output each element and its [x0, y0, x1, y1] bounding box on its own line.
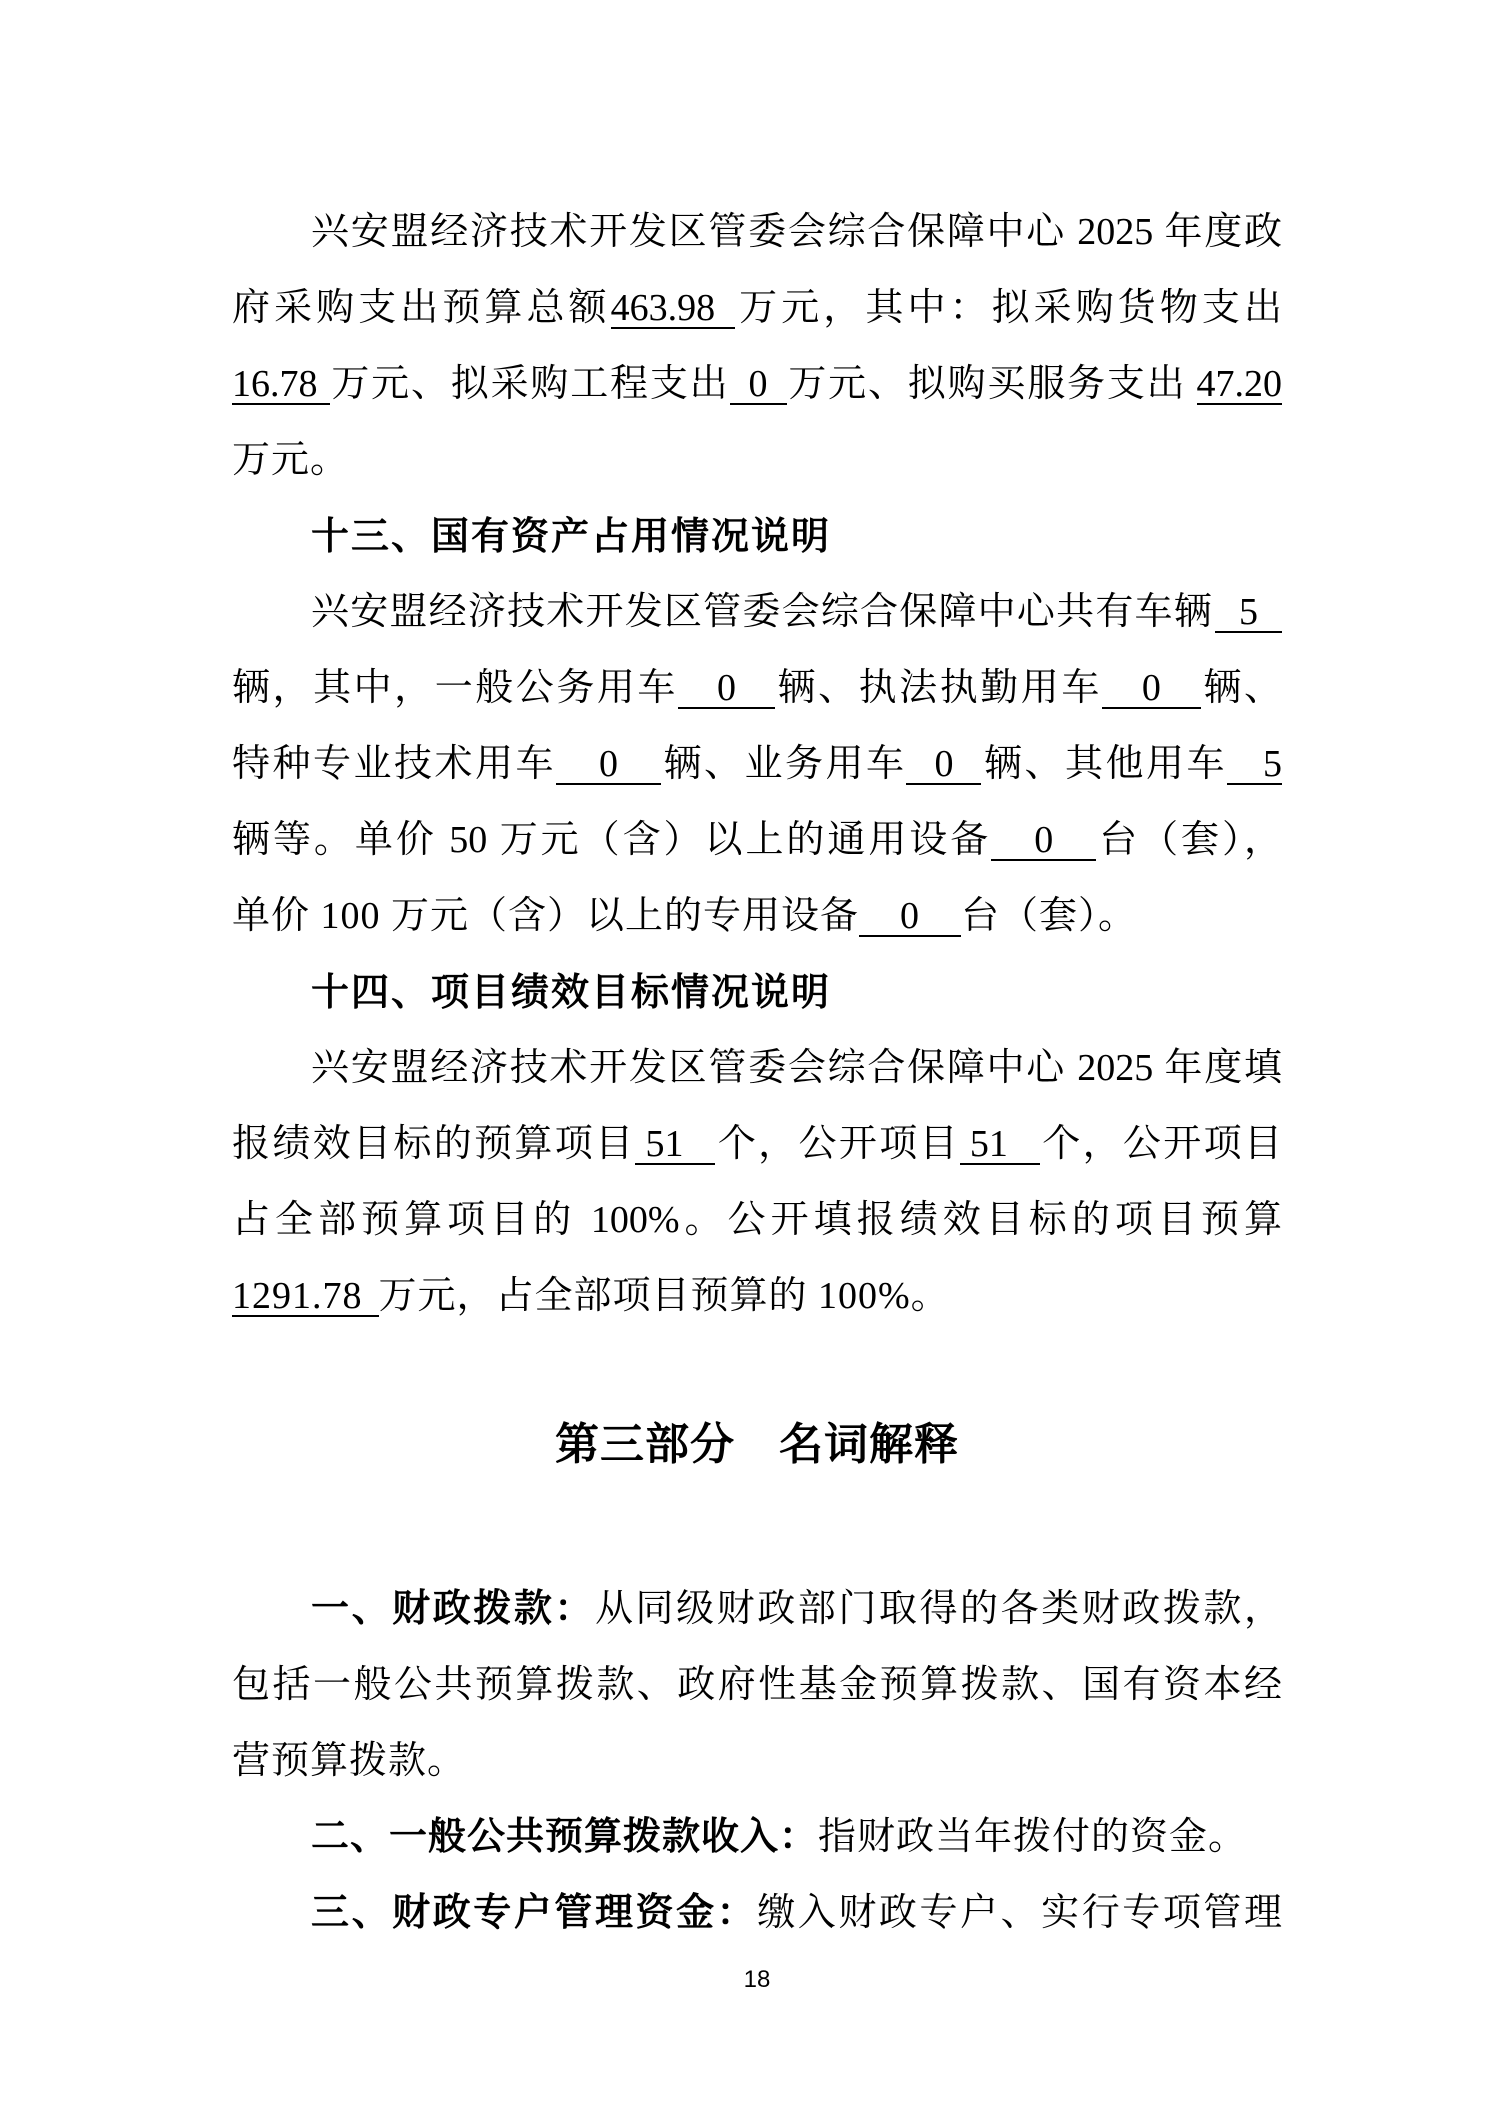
procurement-text: 万元。	[232, 439, 350, 481]
text-line	[232, 802, 1282, 878]
law-enforcement-vehicles-count: 0	[1102, 667, 1201, 709]
performance-text: 万元，占全部项目预算的 100%。	[378, 1275, 950, 1317]
procurement-text: 万元、拟采购工程支出	[329, 363, 730, 405]
budget-projects-count: 51	[635, 1123, 715, 1165]
services-amount: 47.20	[1196, 363, 1282, 405]
text-line	[232, 878, 1282, 954]
performance-text: 兴安盟经济技术开发区管委会综合保障中心 2025 年度填	[311, 1047, 1282, 1089]
vehicles-total: 5	[1215, 591, 1282, 633]
glossary-definition: 从同级财政部门取得的各类财政拨款，	[594, 1588, 1282, 1630]
text-line	[232, 270, 1282, 346]
assets-text: 辆，其中，一般公务用车	[232, 667, 678, 709]
section-heading-performance: 十四、项目绩效目标情况说明	[311, 970, 832, 1014]
performance-text: 报绩效目标的预算项目	[232, 1123, 636, 1165]
performance-text: 个，公开项目	[1039, 1123, 1282, 1165]
glossary-definition: 缴入财政专户、实行专项管理	[757, 1892, 1282, 1934]
glossary-definition: 营预算拨款。	[232, 1740, 467, 1782]
text-line	[232, 1647, 1282, 1723]
assets-text: 辆、	[1200, 667, 1282, 709]
public-projects-count: 51	[960, 1123, 1040, 1165]
special-equipment-count: 0	[859, 895, 961, 937]
glossary-definition: 包括一般公共预算拨款、政府性基金预算拨款、国有资本经	[232, 1664, 1282, 1706]
part-title	[232, 1407, 1282, 1483]
assets-text: 单价 100 万元（含）以上的专用设备	[232, 895, 860, 937]
section-heading-assets: 十三、国有资产占用情况说明	[311, 514, 832, 558]
special-tech-vehicles-count: 0	[556, 743, 661, 785]
glossary-term: 三、财政专户管理资金：	[311, 1892, 758, 1934]
procurement-intro-text: 兴安盟经济技术开发区管委会综合保障中心 2025 年度政	[311, 211, 1282, 253]
text-line	[232, 1258, 1282, 1334]
assets-text: 辆、业务用车	[660, 743, 907, 785]
performance-text: 占全部预算项目的 100%。公开填报绩效目标的项目预算	[232, 1199, 1282, 1241]
document-body	[232, 194, 1282, 1951]
text-line	[232, 1875, 1282, 1951]
performance-text: 个，公开项目	[715, 1123, 960, 1165]
procurement-text: 府采购支出预算总额	[232, 287, 611, 329]
text-line	[232, 1030, 1282, 1106]
assets-text: 台（套），	[1096, 819, 1282, 861]
assets-text: 辆、其他用车	[981, 743, 1227, 785]
glossary-item	[232, 1875, 1282, 1951]
procurement-total-amount: 463.98	[611, 287, 736, 329]
procurement-text: 万元，其中：拟采购货物支出	[735, 287, 1282, 329]
assets-text: 辆等。单价 50 万元（含）以上的通用设备	[232, 819, 992, 861]
business-vehicles-count: 0	[906, 743, 981, 785]
goods-amount: 16.78	[232, 363, 330, 405]
glossary-term: 二、一般公共预算拨款收入：	[311, 1816, 819, 1858]
general-equipment-count: 0	[991, 819, 1096, 861]
text-line	[232, 194, 1282, 270]
text-line	[232, 650, 1282, 726]
other-vehicles-count: 5	[1227, 743, 1282, 785]
text-line	[232, 1571, 1282, 1647]
glossary-list	[232, 1571, 1282, 1951]
official-vehicles-count: 0	[678, 667, 775, 709]
assets-text: 兴安盟经济技术开发区管委会综合保障中心共有车辆	[311, 591, 1213, 633]
performance-paragraph	[232, 1030, 1282, 1334]
assets-text: 辆、执法执勤用车	[774, 667, 1102, 709]
text-line	[232, 1723, 1282, 1799]
glossary-item	[232, 1571, 1282, 1799]
part-title-name: 名词解释	[779, 1419, 959, 1470]
assets-paragraph	[232, 574, 1282, 954]
text-line	[232, 574, 1282, 650]
page-number: 18	[743, 1966, 771, 1993]
glossary-definition: 指财政当年拨付的资金。	[818, 1816, 1248, 1858]
assets-text: 台（套）。	[961, 895, 1138, 937]
works-amount: 0	[730, 363, 787, 405]
text-line	[232, 422, 1282, 498]
text-line	[232, 726, 1282, 802]
glossary-item	[232, 1799, 1282, 1875]
text-line	[232, 1182, 1282, 1258]
text-line	[232, 346, 1282, 422]
procurement-paragraph	[232, 194, 1282, 498]
procurement-text: 万元、拟购买服务支出	[786, 363, 1187, 405]
text-line	[232, 1106, 1282, 1182]
part-title-number: 第三部分	[555, 1419, 735, 1470]
project-budget-amount: 1291.78	[232, 1275, 379, 1317]
text-line	[232, 1799, 1282, 1875]
assets-text: 特种专业技术用车	[232, 743, 556, 785]
glossary-term: 一、财政拨款：	[311, 1588, 595, 1630]
